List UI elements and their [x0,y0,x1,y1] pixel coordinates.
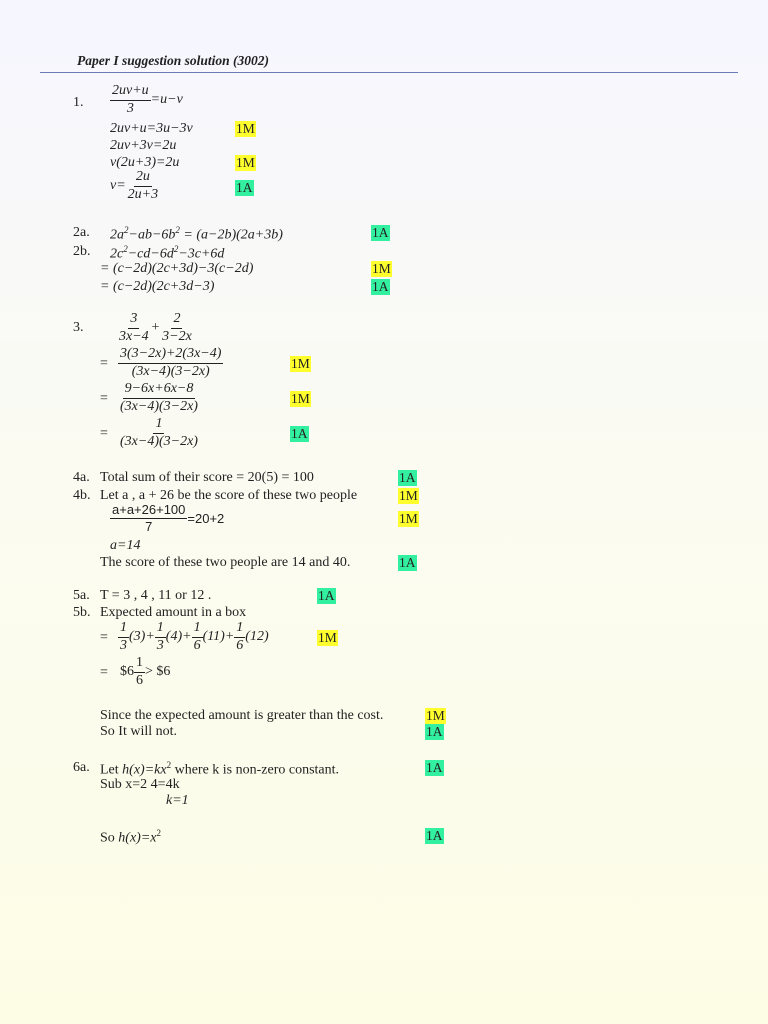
q2b-term3: −3c+6d [178,246,225,262]
q4a-label: 4a. [73,470,90,485]
q5b-frac-den: 6 [193,637,201,653]
q6a-condition: where k is non-zero constant. [171,762,340,778]
q5b-term-3: (11)+ [202,629,235,645]
q5b-term-2: (4)+ [165,629,192,645]
mark-1m: 1M [426,708,445,723]
q5b-text: Expected amount in a box [100,605,247,620]
q4b-rhs: =20+2 [187,510,225,526]
q3-fraction-1 [117,312,151,344]
q3-numerator-2: 2 [171,312,182,329]
q5b-fraction-3 [192,621,203,653]
q3-equals: = [100,356,108,371]
q5b-frac-num: 1 [192,621,203,638]
q4b-denominator: 7 [145,518,153,534]
q3-step2-denominator: (3x−4)(3−2x) [131,363,210,379]
q2a-label: 2a. [73,225,90,240]
q3-line1 [117,312,194,344]
header-rule [40,72,738,73]
q1-line5 [110,170,160,202]
q5a-text: T = 3 , 4 , 11 or 12 . [100,588,212,603]
q6a-let: Let $h(x)=kx^2$ where k is non-zero constant. [100,760,340,778]
q3-fraction-2 [160,312,194,344]
mark-1m: 1M [399,511,418,526]
q2a-factored: = (a−2b)(2a+3b) [179,227,283,243]
mark-1m: 1M [236,155,255,170]
q2b-term2: −cd−6d [127,246,174,262]
q4b-text: Let a , a + 26 be the score of these two people [100,488,358,503]
mark-1a: 1A [318,588,335,603]
q3-step3-numerator: 9−6x+6x−8 [123,382,196,399]
q3-denominator-1: 3x−4 [119,328,149,344]
q3-line3 [118,382,200,414]
q2b-line2: = (c−2d)(2c+3d)−3(c−2d) [100,261,254,276]
q3-step4-denominator: (3x−4)(3−2x) [120,433,198,449]
q5b-frac-num: 1 [234,621,245,638]
q6a-so-word: So [100,830,119,846]
q5b-label: 5b. [73,605,91,620]
q4a-text: Total sum of their score = 20(5) = 100 [100,470,314,485]
q5b-since: Since the expected amount is greater than the cost. [100,708,384,723]
q3-step2-numerator: 3(3−2x)+2(3x−4) [118,347,223,364]
mark-1m: 1M [399,488,418,503]
q4b-solution: a=14 [110,538,141,553]
q6a-result: h(x)=x [118,830,157,846]
q1-denominator: 3 [126,100,134,116]
q3-step2-fraction [118,347,223,379]
q2b-expression: $2c^2-cd-6d^2-3c+6d$ [110,244,225,262]
q2b-line3: = (c−2d)(2c+3d−3) [100,279,215,294]
mark-1a: 1A [372,279,389,294]
q1-line3: 2uv+3v=2u [110,138,177,153]
q2b-term1: 2c [110,246,124,262]
q3-equals: = [100,426,108,441]
q5b-equals: = [100,665,108,680]
page-header: Paper I suggestion solution (3002) [77,53,270,68]
q5b-frac-den: 3 [120,637,127,653]
q6a-function: h(x)=kx [122,762,167,778]
mark-1a: 1A [236,180,253,195]
q5b-result-whole: $6 [120,664,134,680]
q1-v-denominator: 2u+3 [127,186,159,202]
q3-denominator-2: 3−2x [162,328,192,344]
q3-step4-fraction [118,417,200,449]
mark-1m: 1M [291,391,310,406]
q1-numerator: 2uv+u [110,84,151,101]
q5b-so: So It will not. [100,724,178,739]
q5b-equals: = [100,630,108,645]
mark-1m: 1M [318,630,337,645]
q5b-frac-den: 6 [236,637,244,653]
mark-1a: 1A [426,828,443,843]
mark-1a: 1A [372,225,389,240]
mark-1a: 1A [399,555,416,570]
q5b-frac-num: 1 [134,656,145,673]
q5b-frac-den: 6 [136,672,143,688]
q4b-equation [110,503,224,533]
q1-rhs: =u−v [150,92,183,108]
q3-line4 [118,417,200,449]
q2a-expression: $2a^2-ab-6b^2 = (a-2b)(2a+3b)$ [110,225,283,243]
q5b-frac-num: 1 [118,621,129,638]
q5b-frac-den: 3 [156,637,164,653]
q5b-expectation [118,621,269,653]
mark-1a: 1A [426,724,443,739]
q5b-term-1: (3)+ [129,629,155,645]
mark-1m: 1M [372,261,391,276]
mark-1a: 1A [399,470,416,485]
q4b-fraction [110,503,187,533]
q5b-fraction-4 [234,621,245,653]
q3-line2 [118,347,223,379]
q5b-fraction-2 [155,621,166,653]
q1-label: 1. [73,95,84,110]
q6a-conclusion: So $h(x)=x^2$ [100,828,161,846]
q5b-fraction-1 [118,621,129,653]
q3-plus: + [150,320,161,336]
q3-step3-denominator: (3x−4)(3−2x) [120,398,198,414]
q1-v-fraction [126,170,160,202]
mark-1a: 1A [291,426,308,441]
q3-numerator-1: 3 [128,312,139,329]
q1-line1 [110,84,183,116]
q5b-result-fraction [134,656,145,688]
q1-line4: v(2u+3)=2u [110,155,180,170]
mark-1m: 1M [291,356,310,371]
q4b-numerator: a+a+26+100 [112,502,186,517]
q3-step3-fraction [118,382,200,414]
q6a-label: 6a. [73,760,90,775]
q5b-frac-num: 1 [155,621,166,638]
q2a-term2: −ab−6b [128,227,176,243]
q5b-term-4: (12) [245,629,269,645]
q6a-substitute: Sub x=2 4=4k [100,777,180,792]
q5a-label: 5a. [73,588,90,603]
q5b-result [120,656,170,688]
q3-equals: = [100,391,108,406]
q3-step4-numerator: 1 [153,417,164,434]
q1-fraction [110,84,151,116]
q2a-term1: 2a [110,227,124,243]
mark-1m: 1M [236,121,255,136]
q1-v-numerator: 2u [134,170,152,187]
q5b-result-compare: > $6 [145,664,171,680]
q6a-k-value: k=1 [166,793,189,808]
q1-v-equals: v= [110,178,126,194]
mark-1a: 1A [426,760,443,775]
q4b-label: 4b. [73,488,91,503]
q3-label: 3. [73,320,84,335]
q4b-conclusion: The score of these two people are 14 and 40. [100,555,351,570]
q1-line2: 2uv+u=3u−3v [110,121,193,136]
q2b-label: 2b. [73,244,91,259]
q6a-let-word: Let [100,762,123,778]
